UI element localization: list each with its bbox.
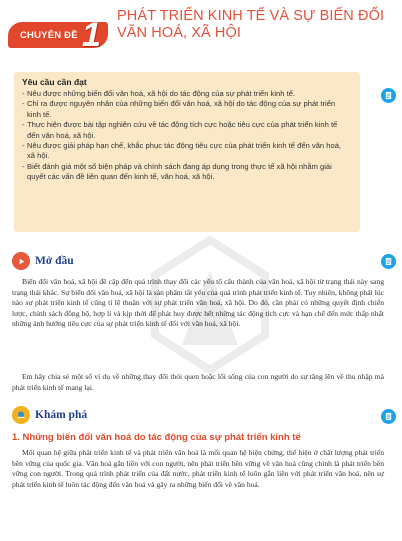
- explore-heading: [12, 404, 87, 426]
- chapter-badge: [8, 16, 108, 54]
- explore-title: Khám phá: [35, 409, 88, 421]
- intro-paragraph-1: Biến đổi văn hoá, xã hội đề cập đến quá trình thay đổi các yếu tố cấu thành của văn hoá, xã hội từ trạng thái này sang trạng thái khác. Sự biến đổi văn hoá, xã hội là sản phẩm tất yếu của quá trình phát triển kinh tế. Tuy nhiên, không phải lúc nào sự phát triển kinh tế cũng tỉ lệ thuận với sự phát triển văn hoá, xã hội. Do đó, cần phải có những quyết định chiến lược, chính sách đồng bộ, hợp lí và kịp thời để phát huy được hết những tác động tích cực và hạn chế đến mức thấp nhất những ảnh hưởng tiêu cực của sự phát triển kinh tế đối với văn hoá, xã hội.: [12, 277, 384, 329]
- intro-title: Mở đầu: [35, 255, 74, 267]
- document-icon[interactable]: [381, 409, 396, 424]
- document-icon[interactable]: [381, 88, 396, 103]
- explore-subheading: 1. Những biến đổi văn hoá do tác động của sự phát triển kinh tế: [12, 432, 301, 443]
- intro-heading: [12, 250, 74, 272]
- play-icon: [12, 252, 30, 270]
- chapter-title: PHÁT TRIỂN KINH TẾ VÀ SỰ BIẾN ĐỔI VĂN HOÁ, XÃ HỘI: [117, 8, 385, 41]
- requirements-list: [22, 89, 350, 183]
- chapter-banner: [0, 0, 402, 62]
- list-item: - Biết đánh giá một số biện pháp và chính sách đang áp dụng trong thực tế xã hội nhằm giải quyết các vấn đề liên quan đến kinh tế, văn hoá, xã hội.: [22, 162, 350, 183]
- list-item: - Nêu được những biến đổi văn hoá, xã hội do tác động của sự phát triển kinh tế.: [22, 89, 350, 99]
- list-item: - Thực hiện được bài tập nghiên cứu về tác động tích cực hoặc tiêu cực của phát triển kinh tế đến văn hoá, xã hội.: [22, 120, 350, 141]
- document-icon[interactable]: [381, 254, 396, 269]
- intro-paragraph-2: Em hãy chia sẻ một số ví dụ về những thay đổi thói quen hoặc lối sống của con người do sự tăng lên về thu nhập mà phát triển kinh tế mang lại.: [12, 372, 384, 392]
- explore-paragraph: Mối quan hệ giữa phát triển kinh tế và phát triển văn hoá là mối quan hệ biện chứng, thể hiện ở chất lượng phát triển bền vững của quốc gia. Văn hoá gắn liền với con người, nên phát triển bền vững về văn hoá cũng chính là phát triển bền vững con người. Trong quá trình phát triển của đất nước, phát triển kinh tế luôn gắn liền với phát triển văn hoá, nên sự phát triển kinh tế luôn tác động đến văn hoá và gây ra những biến đổi về văn hoá.: [12, 448, 384, 489]
- requirements-box: [14, 72, 360, 232]
- requirements-title: Yêu cầu cần đạt: [22, 77, 87, 87]
- list-item: - Nêu được giải pháp hạn chế, khắc phục tác động tiêu cực của phát triển kinh tế đến văn hoá, xã hội.: [22, 141, 350, 162]
- globe-hand-icon: [12, 406, 30, 424]
- chapter-badge-label: CHUYÊN ĐỀ: [20, 29, 78, 41]
- list-item: - Chỉ ra được nguyên nhân của những biến đổi văn hoá, xã hội do tác động của sự phát triển kinh tế.: [22, 99, 350, 120]
- chapter-badge-number: 1: [82, 16, 101, 54]
